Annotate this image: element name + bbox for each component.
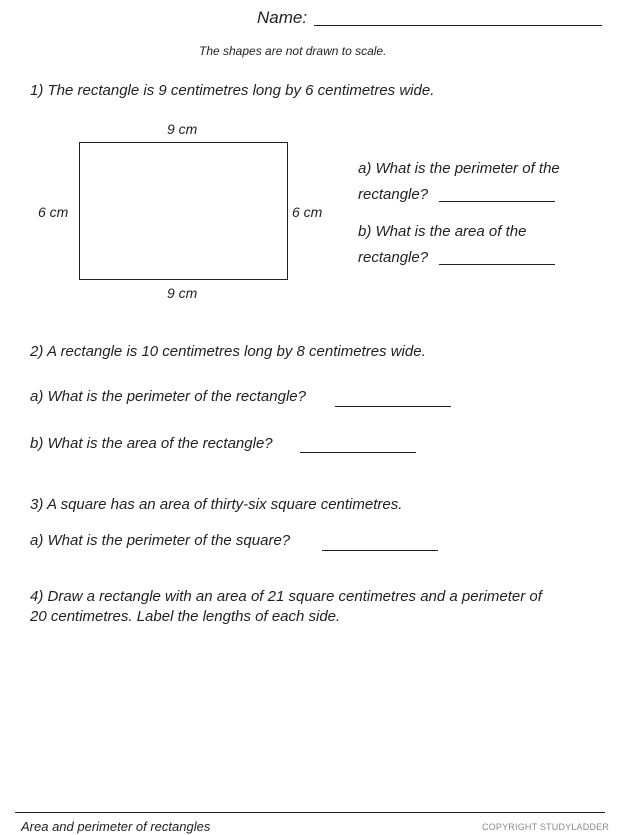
q4-prompt-line1: 4) Draw a rectangle with an area of 21 square centimetres and a perimeter of [30, 588, 542, 605]
q1b-line2: rectangle? [358, 249, 429, 266]
name-label: Name: [257, 8, 308, 27]
q2b-answer-line[interactable] [300, 452, 416, 453]
q2a-answer-line[interactable] [335, 406, 451, 407]
q4-prompt-line2: 20 centimetres. Label the lengths of each side. [30, 608, 341, 625]
q1a-line1: a) What is the perimeter of the [358, 160, 560, 177]
q1-rectangle-diagram [79, 142, 288, 280]
q1a-line2: rectangle? [358, 186, 429, 203]
footer-copyright: COPYRIGHT STUDYLADDER [482, 822, 610, 832]
footer-title: Area and perimeter of rectangles [21, 819, 211, 834]
footer-divider [15, 812, 605, 813]
q1-dim-left: 6 cm [38, 204, 69, 220]
name-input-line[interactable] [314, 25, 602, 26]
q1-dim-bottom: 9 cm [167, 285, 198, 301]
q3a-question: a) What is the perimeter of the square? [30, 532, 291, 549]
q1-prompt: 1) The rectangle is 9 centimetres long by 6 centimetres wide. [30, 82, 435, 99]
q1b-answer-line[interactable] [439, 264, 555, 265]
q2-prompt: 2) A rectangle is 10 centimetres long by 8 centimetres wide. [30, 343, 426, 360]
q2a-question: a) What is the perimeter of the rectangle? [30, 388, 306, 405]
q3-prompt: 3) A square has an area of thirty-six square centimetres. [30, 496, 403, 513]
scale-note: The shapes are not drawn to scale. [199, 44, 387, 58]
q1-dim-right: 6 cm [292, 204, 323, 220]
q1b-line1: b) What is the area of the [358, 223, 527, 240]
q1-dim-top: 9 cm [167, 121, 198, 137]
q2b-question: b) What is the area of the rectangle? [30, 435, 273, 452]
q3a-answer-line[interactable] [322, 550, 438, 551]
q1a-answer-line[interactable] [439, 201, 555, 202]
